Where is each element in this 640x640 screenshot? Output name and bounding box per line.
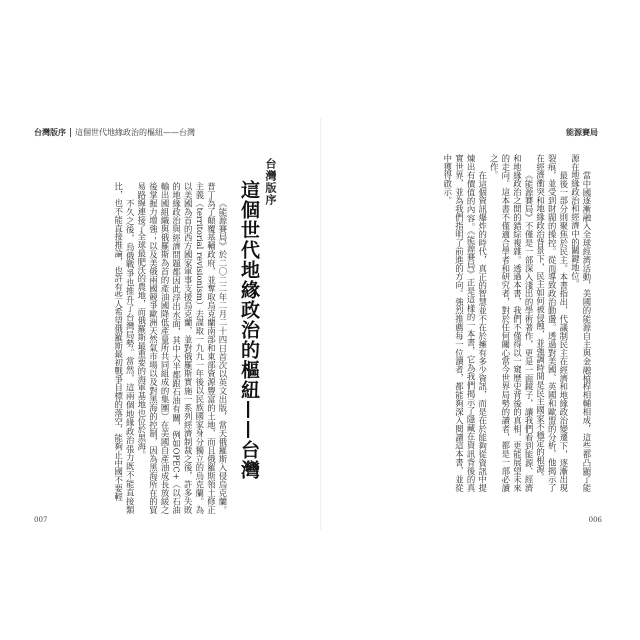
running-head-section: 台灣版序 (34, 128, 66, 137)
book-spread (20, 118, 620, 530)
left-running-head (34, 127, 195, 138)
paragraph: 最後一部分則聚焦於民主。本書指出，代議制民主在經濟和地緣政治變遷下，逐漸出現裂痕，並受到財閥的操控。從而導致政治動盪。透過對美國、英國和歐盟的分析，他揭示了在經濟衝突和地緣政治背景下，民主如何被侵蝕，並強調時間是民主國家不穩定的根源。 (535, 154, 569, 492)
page-number-right: 006 (588, 516, 602, 524)
left-page-body (40, 182, 228, 514)
right-page-body (350, 154, 592, 492)
chapter-label: 台灣版序 (264, 158, 277, 206)
chapter-title: 這個世代地緣政治的樞紐——台灣 (238, 180, 260, 480)
right-running-head: 能源賽局 (566, 128, 598, 137)
running-head-divider (70, 128, 71, 137)
paragraph: 在這個資訊爆炸的時代，真正的智慧並不在於擁有多少資訊，而是在於能夠從資訊中提煉出有價值的內容。《能源賽局》正是這樣的一本書，它為我們揭示了隱藏在資訊背後的真實世界，並為我們指明了前進的方向。強烈推薦每一位讀者，都能夠深入閱讀這本書，並從中獲得啟示。 (442, 154, 488, 492)
paragraph: 當中國逐漸融入全球經濟活動，美國的能源自主與金融槓桿相輔相成，這些都凸顯了能源在地緣政治和經濟中的關鍵地位。 (570, 154, 592, 492)
page-fold (320, 118, 321, 530)
page-number-left: 007 (34, 516, 48, 524)
running-head-title: 這個世代地緣政治的樞紐——台灣 (75, 128, 195, 137)
paragraph: 不久之後，烏俄戰爭也推升了台灣局勢。當然，這兩個地緣政治張力既不能直接類比，也不能直接推論，也許有些人希望俄羅斯最初戰爭目標的落空，能夠止中國不要輕 (113, 182, 136, 514)
paragraph: 《能源賽局》於二〇二二年二月二十四日首次以英文出版，當天俄羅斯入侵烏克蘭。普丁為了顛覆基輔政府，並奪取烏克蘭南部和東部資源豐富的土地，而且俄羅斯領土修正主義（territorial revisionism）去謀取一九九一年後以民族國家身分獨立的烏克蘭。為以美國為首的西方國家軍事支援烏克蘭，並對俄羅斯實施一系列經濟制裁之後，許多失敗的地緣政治與經濟問題都因此浮出水面，其中大半都跟石油有關，例如OPEC+（以石油輸出國組織與俄羅斯為首的產油國降低產量所共同組成的集團）在美國自產油成長放緩之後掌握力增強；以及美俄兩國競爭歐洲天然氣市場以及對黑海的控制，因為黑海所在的貿易路線連接了全球最肥沃的農地，而俄羅斯最重要的海軍基地也位於黑海。 (136, 182, 228, 514)
paragraph: 《能源賽局》不僅是一部深入淺出的學術著作，更是一面鏡子，讓我們看到能源、經濟和地緣政治之間的錯綜複雜。透過本書，我們不僅得以一窺歷史背後的真相，更能展望未來的走向。這本書不僅適合學者和研究者，對於任何關心當今世界局勢的讀者，都是一部必讀之作。 (489, 154, 535, 492)
